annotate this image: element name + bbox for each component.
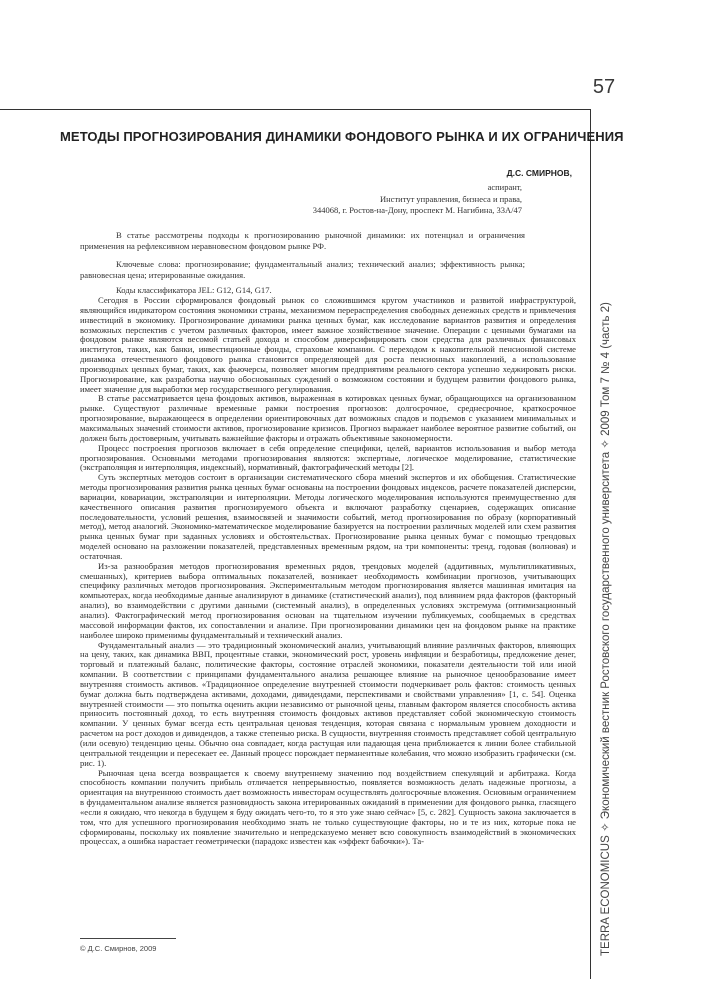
body-paragraph: Из-за разнообразия методов прогнозирования временных рядов, трендовых моделей (аддитивных, мультипликативных, смешанных), критериев выбора оптимальных показателей, возникает необходимость комбинации прогнозов, учитывающих специфику различных методов прогнозирования. Экспериментальным методом прогнозирования является машинная имитация на компьютерах, когда необходимые данные анализируют в динамике (статистический анализ), под влиянием ряда факторов (факторный анализ), во взаимодействии с другими данными (системный анализ), в определенных условиях экстремума (оптимизационный анализ). Фактографический метод прогнозирования основан на тщательном изучении публикуемых, сообщаемых в средствах массовой информации фактов, их сопоставлении и анализе. При прогнозировании динамики цен на фондовом рынке на практике наиболее широко применимы фундаментальный и технический анализ. bbox=[80, 560, 576, 640]
body-paragraph: Рыночная цена всегда возвращается к своему внутреннему значению под воздействием спекуляций и арбитража. Когда способность компании получить прибыль отличается непрерывностью, появляется возможность делать надежные прогнозы, а ориентация на внутреннюю стоимость дает возможность инвесторам осуществлять долгосрочные вложения. Основным ограничением в фундаментальном анализе является разновидность закона итерированных ожиданий в применении для фондового рынка, гласящего «если я ожидаю, что некогда в будущем я буду ожидать чего-то, то я это уже знаю сейчас» [5, с. 282]. Сущность закона заключается в том, что для успешного прогнозирования необходимо знать не только существующие факторы, но и те из них, которые пока не сформированы, поскольку их появление значительно и непредсказуемо меняет всю совокупность взаимодействий в экономических процессах, а ошибка нарастает геометрически (парадокс известен как «эффект бабочки»). Та- bbox=[80, 767, 576, 847]
keywords-text: Ключевые слова: прогнозирование; фундаментальный анализ; технический анализ; эффективность рынка; равновесная цена; итерированные ожидания. bbox=[80, 259, 525, 280]
footnote-rule bbox=[80, 938, 176, 939]
jel-text: Коды классификатора JEL: G12, G14, G17. bbox=[116, 285, 272, 295]
journal-side-banner: TERRA ECONOMICUS ✧ Экономический вестник Ростовского государственного университета ✧ 2009 Том 7 № 4 (часть 2) bbox=[600, 302, 612, 956]
abstract-text: В статье рассмотрены подходы к прогнозированию рыночной динамики: их потенциал и ограничения применения на рефлексивном неравновесном фондовом рынке РФ. bbox=[80, 230, 525, 251]
header-rule bbox=[0, 109, 590, 110]
article-title: МЕТОДЫ ПРОГНОЗИРОВАНИЯ ДИНАМИКИ ФОНДОВОГО РЫНКА И ИХ ОГРАНИЧЕНИЯ bbox=[60, 129, 624, 144]
keywords bbox=[80, 259, 525, 281]
side-rule bbox=[590, 109, 591, 979]
body-paragraph: Суть экспертных методов состоит в организации систематического сбора мнений экспертов и их обобщения. Статистические методы прогнозирования развития рынка ценных бумаг основаны на построении фондовых индексов, расчете показателей дисперсии, вариации, ковариации, экстраполяции и интерполяции. Методы логического моделирования используются преимущественно для качественного описания развития прогнозируемого объекта и включают разработку сценариев, содержащих описание последовательности, условий решения, взаимосвязей и значимости событий, метод прогнозирования по образу (корпоративный метод), метод аналогий. Экономико-математическое моделирование базируется на построении различных моделей или схем развития рынка ценных бумаг при заданных условиях и обстоятельствах. Прогнозирование рынка ценных бумаг с помощью трендовых моделей основано на разложении показателей, представленных временным рядом, на три компоненты: тренд, годовая (волновая) и остаточная. bbox=[80, 472, 576, 561]
body-paragraph: Фундаментальный анализ — это традиционный экономический анализ, учитывающий влияние различных факторов, влияющих на цену, таких, как динамика ВВП, процентные ставки, экономический рост, уровень инфляции и безработицы, предложение денег, торговый и платежный баланс, политические факторы, состояние отраслей экономики, показатели деятельности той или иной компании. В соответствии с принципами фундаментального анализа решающее влияние на рыночное ценообразование имеет внутренняя стоимость активов. «Традиционное определение внутренней стоимости подчеркивает роль фактов: стоимость ценных бумаг должна быть подтверждена активами, доходами, дивидендами, перспективами и свойствами управления» [1, с. 54]. Оценка внутренней стоимости — это попытка оценить акции независимо от рыночной цены, главным фактором является способность актива приносить постоянный доход, то есть внутренняя стоимость фондовых активов представляет собой экономическую стоимость компании. У ценных бумаг всегда есть центральная ценовая тенденция, которая связана с нормальным уровнем доходности и расчетом на рост доходов и дивидендов, а также степенью риска. В сущности, внутренняя стоимость представляет собой центральную (или осевую) тенденцию цены. Обычно она совпадает, когда растущая или падающая цена приближается к линии более стабильной центральной тенденции и пересекает ее. Данный процесс порождает перманентные колебания, что можно изобразить графически (см. рис. 1). bbox=[80, 639, 576, 768]
abstract bbox=[80, 230, 525, 252]
affiliation-address: 344068, г. Ростов-на-Дону, проспект М. Нагибина, 33А/47 bbox=[312, 205, 522, 215]
author-affiliation bbox=[250, 182, 522, 217]
body-paragraph: Процесс построения прогнозов включает в себя определение специфики, целей, вариантов использования и выбор метода прогнозирования. Основными методами прогнозирования являются: экспертные, логическое моделирование, статистические (экстраполяция и интерполяция, индексный), нормативный, фактографический методы [2]. bbox=[80, 442, 576, 473]
page-number: 57 bbox=[592, 76, 616, 98]
affiliation-position: аспирант, bbox=[487, 182, 522, 192]
body-paragraph: В статье рассматривается цена фондовых активов, выраженная в котировках ценных бумаг, обращающихся на организованном рынке. Существуют различные временные рамки построения прогнозов: долгосрочное, среднесрочное, краткосрочное прогнозирование, выражающееся в определении ориентировочных дат возможных спадов и подъемов с указанием минимальных и максимальных значений стоимости активов, прогнозирование кризисов. Прогноз выражает наиболее вероятное развитие событий, он должен быть достоверным, учитывать важнейшие факторы и отражать объективные закономерности. bbox=[80, 393, 576, 443]
body-paragraph: Сегодня в России сформировался фондовый рынок со сложившимся кругом участников и развитой инфраструктурой, являющийся индикатором состояния экономики страны, механизмом перераспределения свободных денежных средств и привлечения инвестиций в экономику. Прогнозирование динамики рынка ценных бумаг, как исследование вариантов развития и определения возможных перспектив с учетом различных факторов, имеет важное хозяйственное значение. Операции с ценными бумагами на фондовом рынке являются весомой статьей дохода и способом диверсифицировать свои средства для различных финансовых институтов, таких, как банки, инвестиционные фонды, страховые компании. С переходом к накопительной пенсионной системе динамика отечественного фондового рынка становится определяющей для роста пенсионных накоплений, а использование производных ценных бумаг, таких, как фьючерсы, позволяет многим предприятиям реального сектора успешно хеджировать риски. Прогнозирование, как разработка научно обоснованных суждений о возможном состоянии и будущем развитии фондового рынка, имеет значение для выработки мер государственного регулирования. bbox=[80, 295, 576, 394]
author-name: Д.С. СМИРНОВ, bbox=[506, 168, 572, 178]
affiliation-institution: Институт управления, бизнеса и права, bbox=[380, 193, 522, 204]
copyright-note: © Д.С. Смирнов, 2009 bbox=[80, 944, 157, 953]
article-body bbox=[80, 296, 576, 847]
